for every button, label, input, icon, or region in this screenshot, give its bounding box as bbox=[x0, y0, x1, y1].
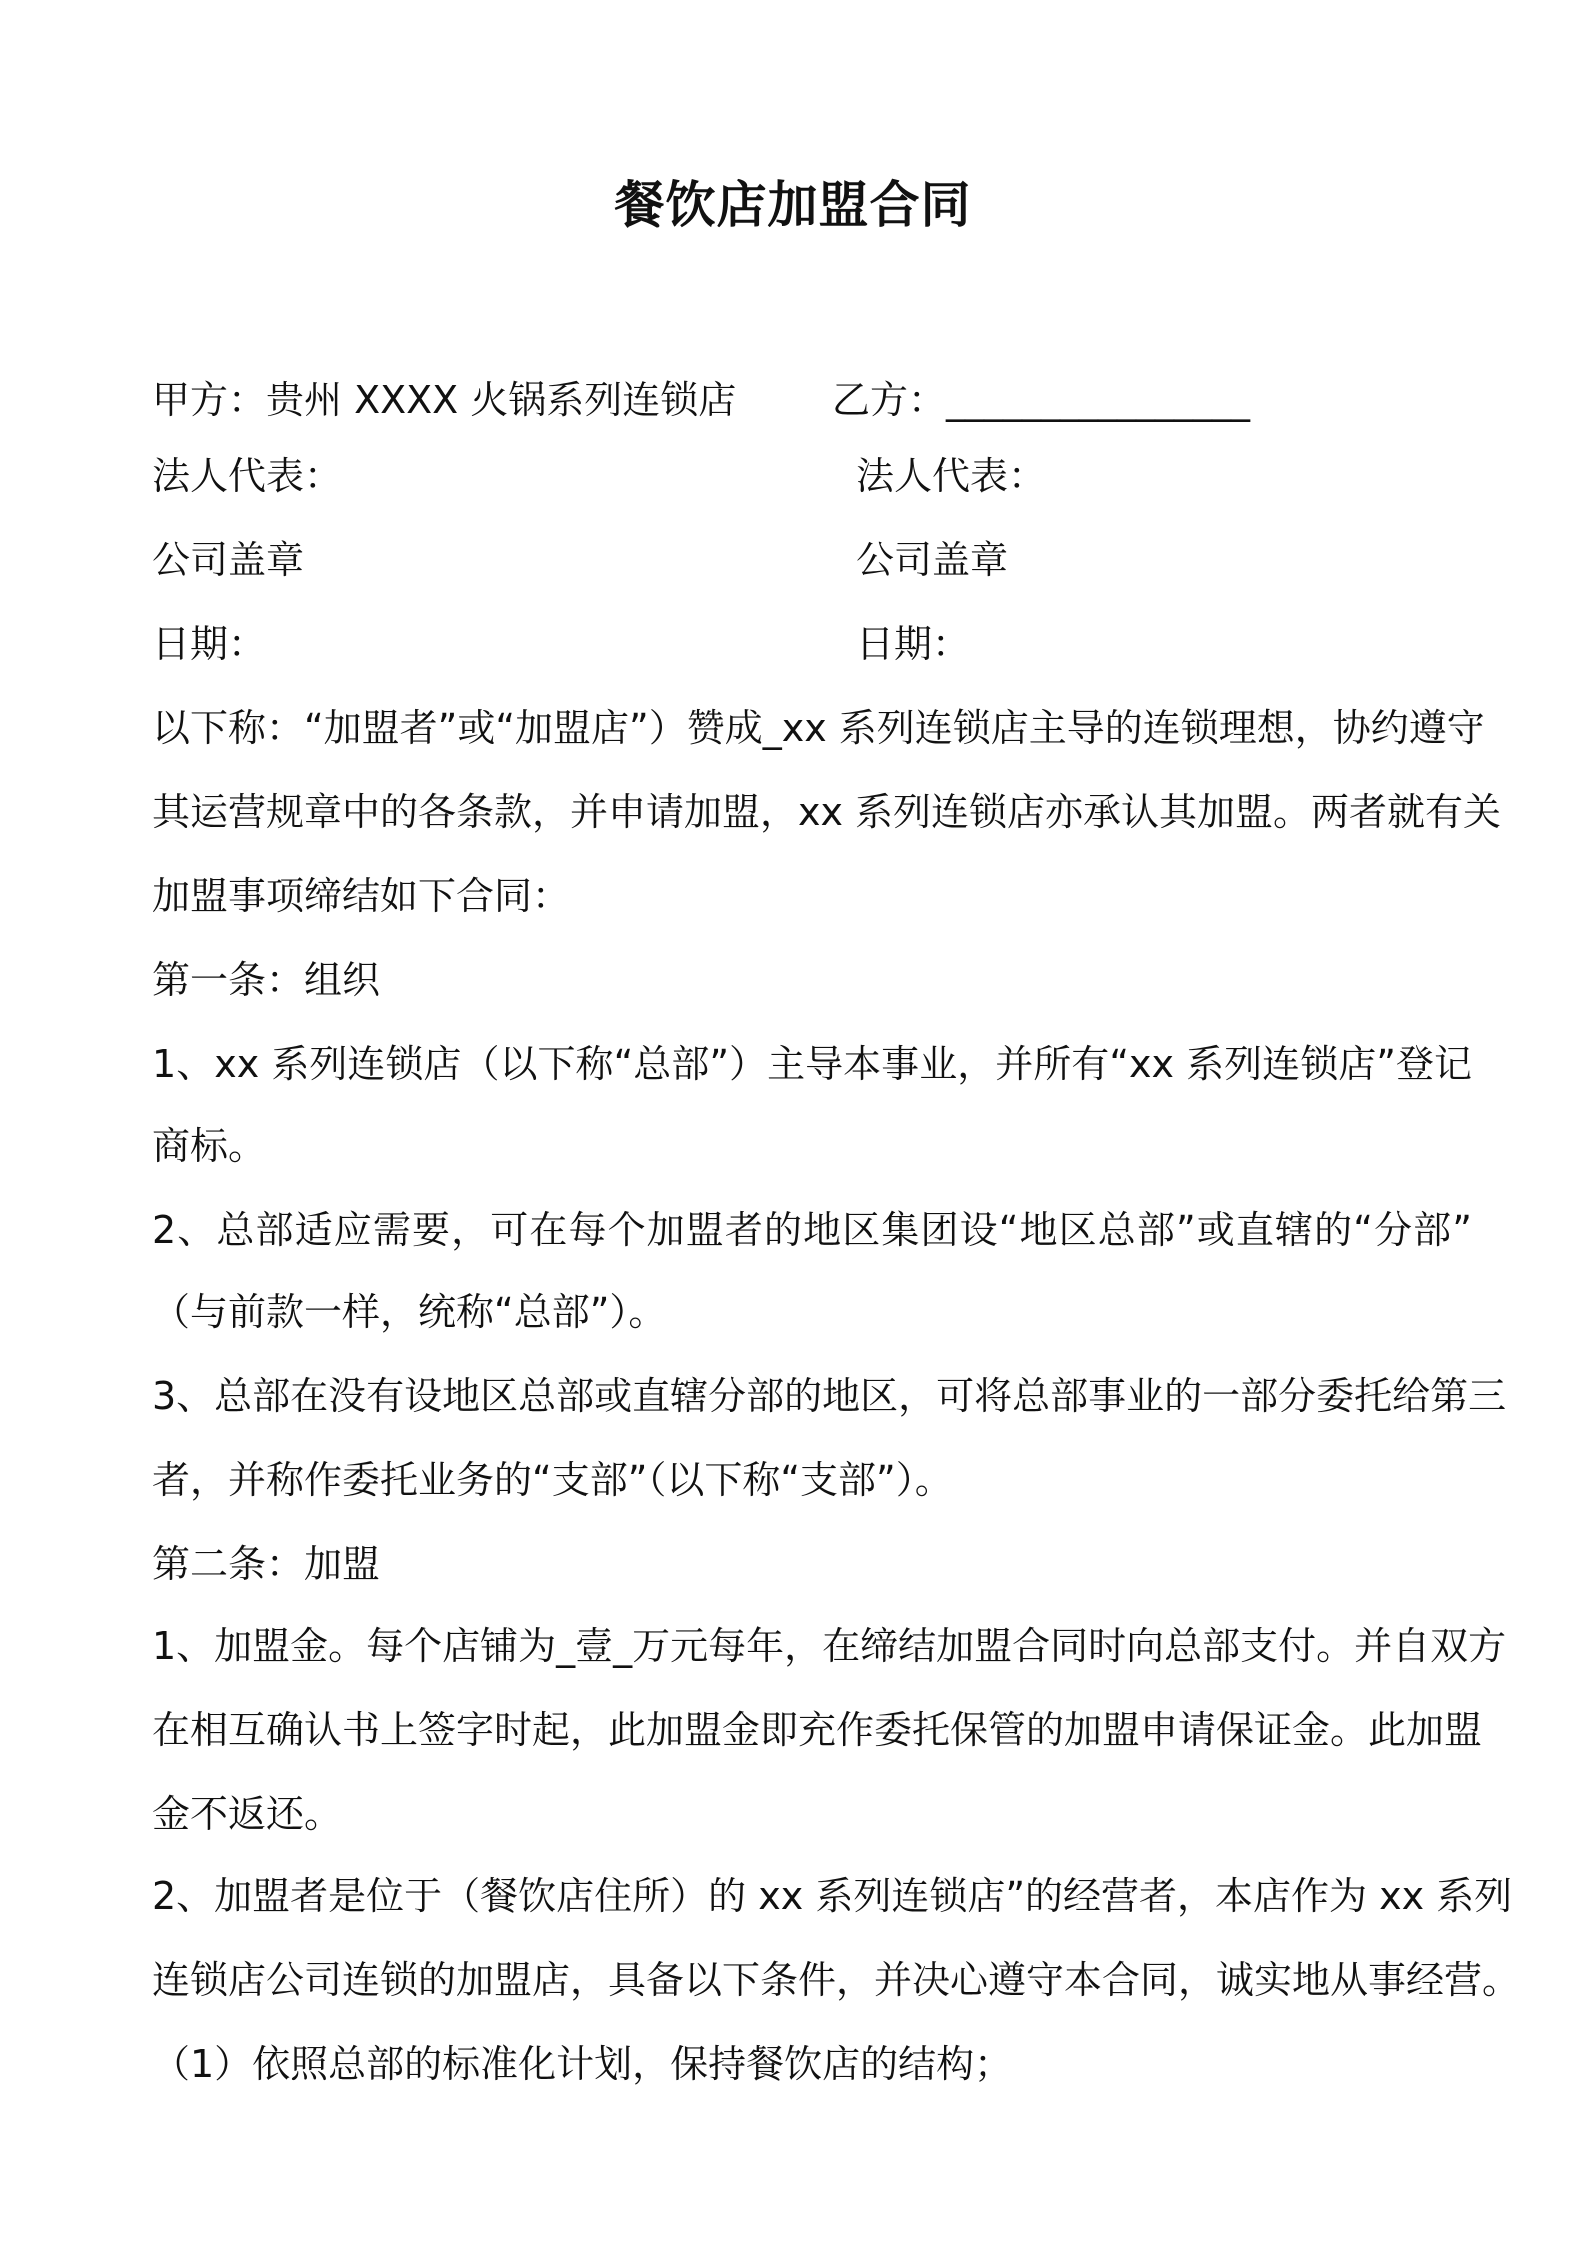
date-row bbox=[152, 616, 1482, 672]
section-heading: 第一条：组织 bbox=[152, 958, 381, 1002]
body-line: （1）依照总部的标准化计划，保持餐饮店的结构； bbox=[152, 2042, 1013, 2086]
legal-rep-row bbox=[152, 448, 1482, 504]
date-a: 日期： bbox=[152, 622, 267, 666]
body-line: 金不返还。 bbox=[152, 1792, 343, 1836]
body-line: 者，并称作委托业务的“支部”（以下称“支部”）。 bbox=[152, 1458, 953, 1502]
body-line: （与前款一样，统称“总部”）。 bbox=[152, 1290, 667, 1334]
party-b: 乙方：________________ bbox=[832, 378, 1251, 422]
document-title: 餐饮店加盟合同 bbox=[614, 176, 972, 234]
body-line: 连锁店公司连锁的加盟店，具备以下条件，并决心遵守本合同，诚实地从事经营。 bbox=[152, 1958, 1521, 2002]
seal-row bbox=[152, 532, 1482, 588]
body-line: 3、总部在没有设地区总部或直辖分部的地区，可将总部事业的一部分委托给第三 bbox=[152, 1374, 1507, 1418]
body-line: 2、加盟者是位于（餐饮店住所）的 xx 系列连锁店”的经营者，本店作为 xx 系列 bbox=[152, 1874, 1513, 1918]
body-line: 1、加盟金。每个店铺为_壹_万元每年，在缔结加盟合同时向总部支付。并自双方 bbox=[152, 1624, 1507, 1668]
body-line: 加盟事项缔结如下合同： bbox=[152, 874, 571, 918]
body-line: 2、总部适应需要，可在每个加盟者的地区集团设“地区总部”或直辖的“分部” bbox=[152, 1208, 1472, 1252]
legal-rep-a: 法人代表： bbox=[152, 454, 343, 498]
party-a: 甲方：贵州 XXXX 火锅系列连锁店 bbox=[152, 378, 737, 422]
seal-b: 公司盖章 bbox=[856, 538, 1009, 582]
date-b: 日期： bbox=[856, 622, 971, 666]
body-line: 以下称：“加盟者”或“加盟店”）赞成_xx 系列连锁店主导的连锁理想，协约遵守 bbox=[152, 706, 1485, 750]
body-line: 在相互确认书上签字时起，此加盟金即充作委托保管的加盟申请保证金。此加盟 bbox=[152, 1708, 1483, 1752]
legal-rep-b: 法人代表： bbox=[856, 454, 1047, 498]
body-line: 其运营规章中的各条款，并申请加盟，xx 系列连锁店亦承认其加盟。两者就有关 bbox=[152, 790, 1502, 834]
section-heading: 第二条：加盟 bbox=[152, 1542, 381, 1586]
party-row bbox=[152, 372, 1482, 428]
seal-a: 公司盖章 bbox=[152, 538, 305, 582]
body-line: 商标。 bbox=[152, 1124, 267, 1168]
body-line: 1、xx 系列连锁店（以下称“总部”）主导本事业，并所有“xx 系列连锁店”登记 bbox=[152, 1042, 1472, 1086]
